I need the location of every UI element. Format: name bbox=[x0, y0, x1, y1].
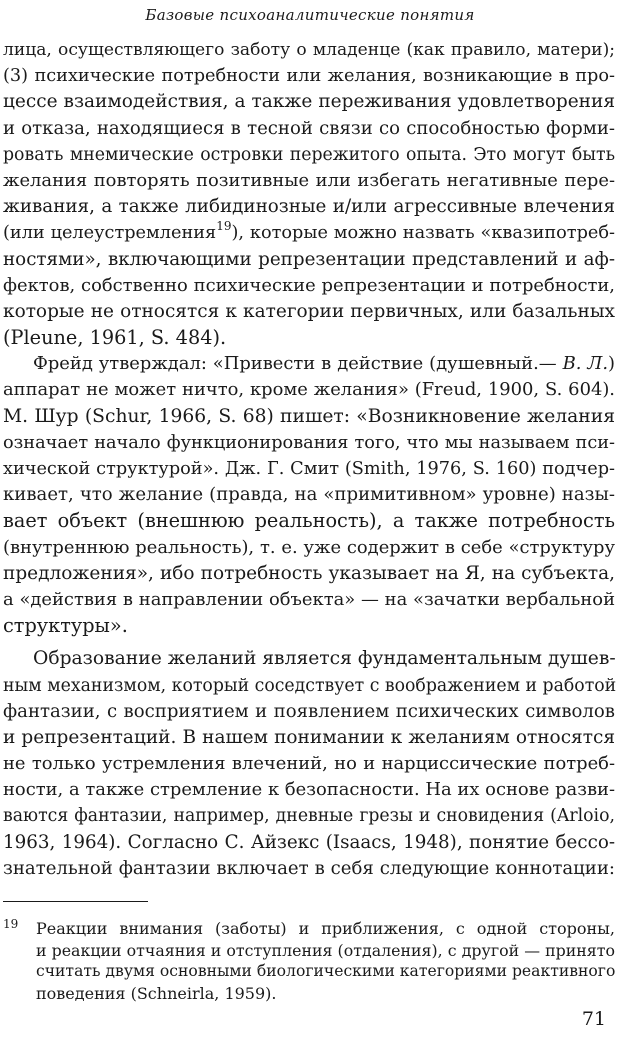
text-line: (3) психические потребности или желания, возникающие в про- bbox=[3, 66, 615, 87]
footnote-line: поведения (Schneirla, 1959). bbox=[36, 983, 277, 1003]
text-line: ваются фантазии, например, дневные грезы и сновидения (Arloio, bbox=[3, 806, 615, 827]
text-line: Образование желаний является фундаментальным душев- bbox=[33, 648, 616, 670]
paragraph-1 bbox=[3, 37, 615, 351]
text-line: вает объект (внешнюю реальность), а также потребность bbox=[3, 509, 615, 533]
footnote bbox=[3, 918, 615, 1004]
text-line: фантазии, с восприятием и появлением психических символов bbox=[3, 700, 615, 722]
text-line: не только устремления влечений, но и нарциссические потреб- bbox=[3, 753, 615, 775]
text-line: ным механизмом, который соседствует с воображением и работой bbox=[3, 675, 617, 696]
text-line: которые не относятся к категории первичных, или базальных bbox=[3, 300, 615, 322]
text-line: Фрейд утверждал: «Привести в действие (душевный.— В. Л.) bbox=[33, 353, 615, 375]
text-line: и репрезентаций. В нашем понимании к желаниям относятся bbox=[3, 726, 615, 748]
text-line: а «действия в направлении объекта» — на «зачатки вербальной bbox=[3, 588, 615, 610]
paragraph-3 bbox=[3, 646, 615, 882]
text-line: желания повторять позитивные или избегать негативные пере- bbox=[3, 169, 615, 191]
paragraph-2 bbox=[3, 351, 615, 639]
text-line: фектов, собственно психические репрезентации и потребности, bbox=[3, 274, 615, 296]
footnote-line: и реакции отчаяния и отступления (отдаления), с другой — принято bbox=[36, 940, 615, 960]
text-line: лица, осуществляющего заботу о младенце (как правило, матери); bbox=[3, 40, 615, 60]
text-line: аппарат не может ничто, кроме желания» (Freud, 1900, S. 604). bbox=[3, 379, 615, 401]
text-line: (внутреннюю реальность), т. е. уже содержит в себе «структуру bbox=[3, 536, 615, 558]
footnote-marker: 19 bbox=[3, 917, 19, 931]
footnote-line: считать двумя основными биологическими категориями реактивного bbox=[36, 962, 616, 980]
text-line: хической структурой». Дж. Г. Смит (Smith, 1976, S. 160) подчер- bbox=[3, 459, 615, 479]
text-line: означает начало функционирования того, что мы называем пси- bbox=[3, 432, 615, 453]
editor-initials: В. Л. bbox=[562, 353, 609, 375]
text-line: цессе взаимодействия, а также переживания удовлетворения bbox=[3, 91, 615, 113]
text-line: структуры». bbox=[3, 614, 128, 638]
text-line bbox=[3, 220, 615, 246]
footnote-reference: 19 bbox=[216, 219, 232, 234]
text-span: ), которые можно назвать «квазипотреб- bbox=[231, 223, 616, 244]
paragraph-spacing bbox=[3, 639, 615, 646]
footnote-text bbox=[36, 918, 615, 1004]
running-head: Базовые психоаналитические понятия bbox=[145, 6, 475, 24]
text-line: знательной фантазии включает в себя следующие коннотации: bbox=[3, 857, 615, 879]
body-text bbox=[3, 37, 615, 882]
page-number: 71 bbox=[581, 1008, 606, 1030]
footnote-separator bbox=[3, 901, 148, 902]
text-line: ностями», включающими репрезентации представлений и аф- bbox=[3, 248, 615, 270]
text-span: (или целеустремления bbox=[3, 223, 217, 244]
text-line: М. Шур (Schur, 1966, S. 68) пишет: «Возникновение желания bbox=[3, 405, 615, 427]
text-line: и отказа, находящиеся в тесной связи со способностью форми- bbox=[3, 117, 615, 139]
text-line: живания, а также либидинозные и/или агрессивные влечения bbox=[3, 196, 615, 218]
text-line: ности, а также стремление к безопасности. На их основе разви- bbox=[3, 779, 615, 801]
footnote-line: Реакции внимания (заботы) и приближения, с одной стороны, bbox=[36, 919, 615, 938]
text-line: кивает, что желание (правда, на «примитивном» уровне) назы- bbox=[3, 484, 615, 506]
text-line: (Pleune, 1961, S. 484). bbox=[3, 326, 227, 350]
text-line: предложения», ибо потребность указывает на Я, на субъекта, bbox=[3, 562, 615, 584]
text-line: ровать мнемические островки пережитого опыта. Это могут быть bbox=[3, 144, 615, 165]
text-line: 1963, 1964). Согласно С. Айзекс (Isaacs, 1948), понятие бессо- bbox=[3, 831, 615, 853]
